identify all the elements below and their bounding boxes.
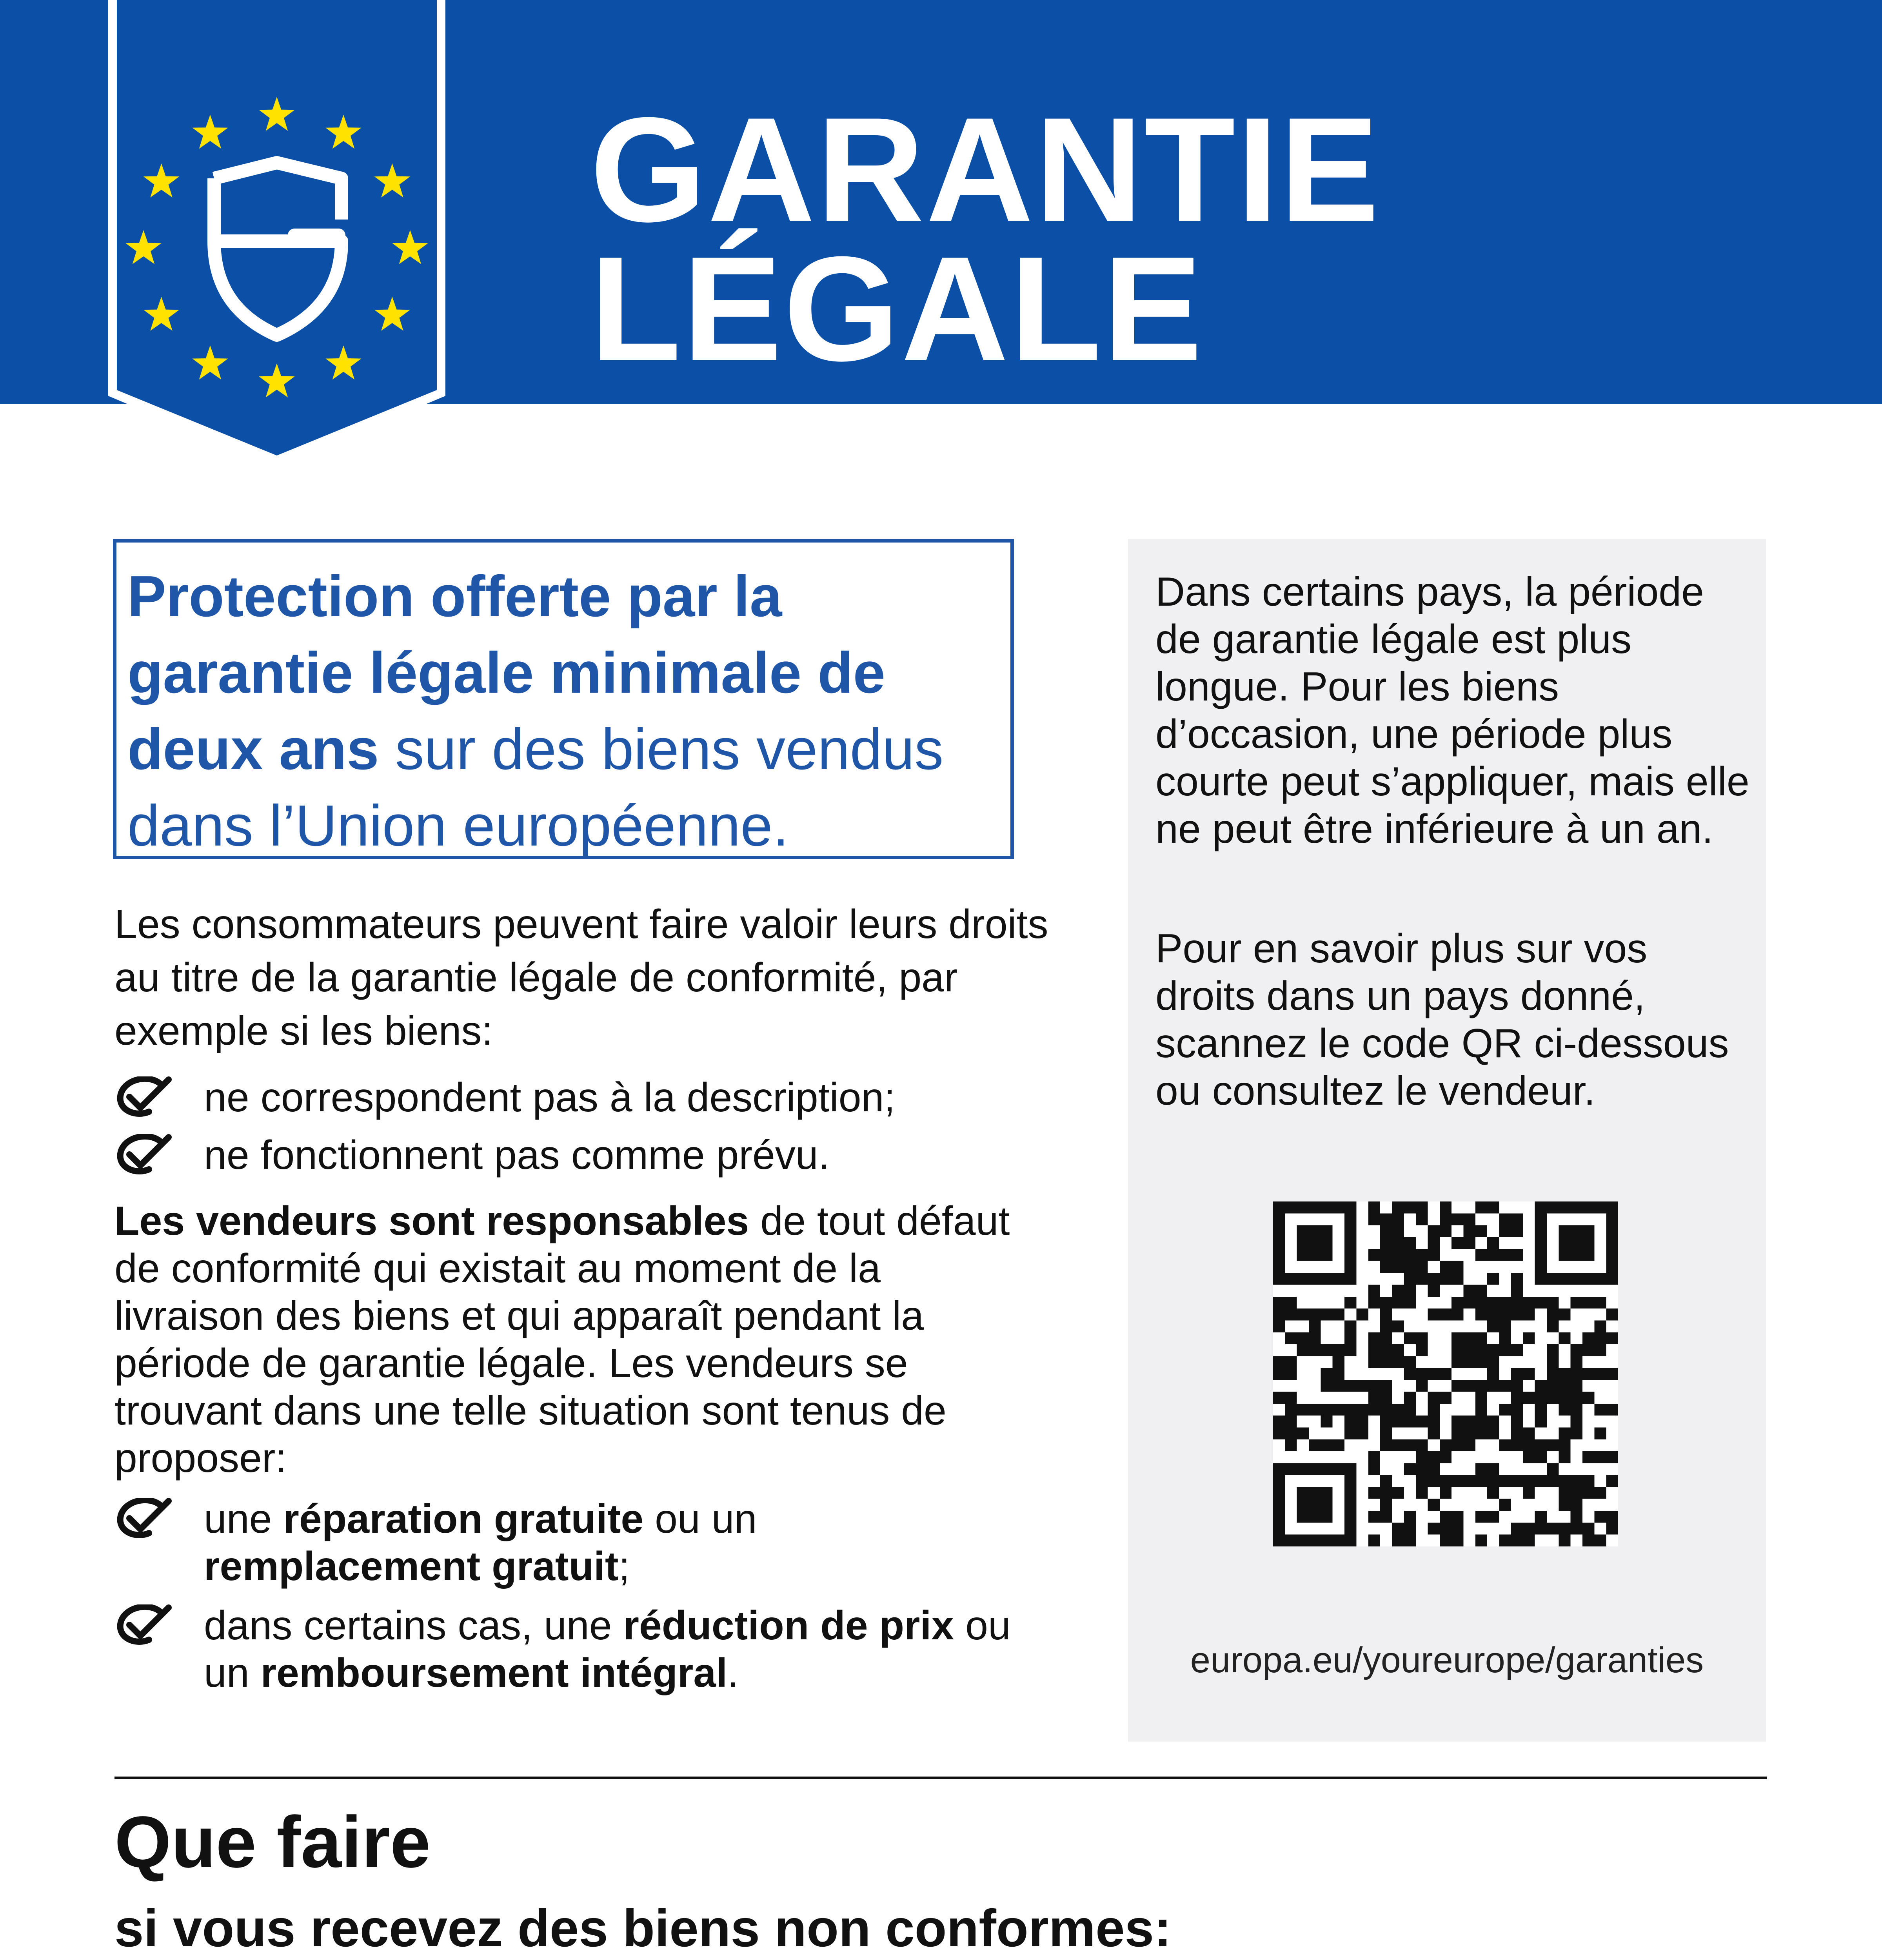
protection-regular-text: sur des biens vendus dans l’Union européenne. bbox=[127, 717, 944, 858]
condition-item bbox=[110, 1132, 1031, 1179]
qr-code-icon[interactable] bbox=[1273, 1201, 1618, 1546]
section-title: Que faire bbox=[114, 1802, 431, 1883]
info-url[interactable]: europa.eu/youreurope/garanties bbox=[1190, 1640, 1704, 1680]
remedy-bold: réparation gratuite bbox=[283, 1496, 644, 1542]
condition-text: ne fonctionnent pas comme prévu. bbox=[204, 1132, 830, 1178]
info-panel bbox=[1128, 539, 1766, 1742]
check-icon bbox=[114, 1076, 173, 1120]
check-icon bbox=[114, 1604, 173, 1648]
title-line-1: GARANTIE bbox=[590, 86, 1381, 253]
info-paragraph-2: Pour en savoir plus sur vos droits dans un pays donné, scannez le code QR ci-dessous ou consultez le vendeur. bbox=[1155, 926, 1729, 1114]
remedy-text: ou un bbox=[643, 1496, 757, 1542]
condition-text: ne correspondent pas à la description; bbox=[204, 1075, 896, 1120]
protection-bold-text: Protection offerte par la garantie légale minimale de deux ans bbox=[127, 564, 885, 782]
remedy-text: une bbox=[204, 1496, 283, 1542]
check-icon bbox=[114, 1498, 173, 1541]
section-subtitle: si vous recevez des biens non conformes: bbox=[114, 1899, 1172, 1958]
remedy-bold: réduction de prix bbox=[623, 1603, 954, 1648]
condition-item bbox=[110, 1074, 1031, 1122]
divider bbox=[114, 1777, 1767, 1779]
title-line-2: LÉGALE bbox=[590, 225, 1204, 392]
remedy-text: ou un bbox=[204, 1603, 1011, 1696]
intro-paragraph: Les consommateurs peuvent faire valoir leurs droits au titre de la garantie légale de conformité, par exemple si les biens: bbox=[114, 902, 1048, 1054]
page-title bbox=[590, 86, 1381, 392]
sellers-bold-text: Les vendeurs sont responsables bbox=[114, 1198, 749, 1244]
conditions-list bbox=[110, 1074, 1031, 1189]
remedy-text: dans certains cas, une bbox=[204, 1603, 623, 1648]
remedy-item bbox=[110, 1602, 1031, 1697]
remedy-bold: remboursement intégral bbox=[260, 1650, 728, 1696]
eu-star-shield-g-icon bbox=[108, 0, 445, 466]
info-paragraph-1: Dans certains pays, la période de garantie légale est plus longue. Pour les biens d’occasion, une période plus courte peut s’appliquer, mais elle ne peut être inférieure à un an. bbox=[1155, 569, 1749, 852]
remedy-item bbox=[110, 1495, 1031, 1590]
remedy-text: ; bbox=[618, 1544, 630, 1589]
sellers-rest-text: de tout défaut de conformité qui existait au moment de la livraison des biens et qui apparaît pendant la période de garantie légale. Les vendeurs se trouvant dans une telle situation sont tenus de proposer: bbox=[114, 1198, 1010, 1481]
remedy-text: . bbox=[727, 1650, 739, 1696]
protection-summary-box bbox=[113, 539, 1014, 859]
check-icon bbox=[114, 1134, 173, 1177]
sellers-paragraph bbox=[114, 1198, 1036, 1482]
remedies-list bbox=[110, 1495, 1031, 1707]
remedy-bold: remplacement gratuit bbox=[204, 1544, 619, 1589]
